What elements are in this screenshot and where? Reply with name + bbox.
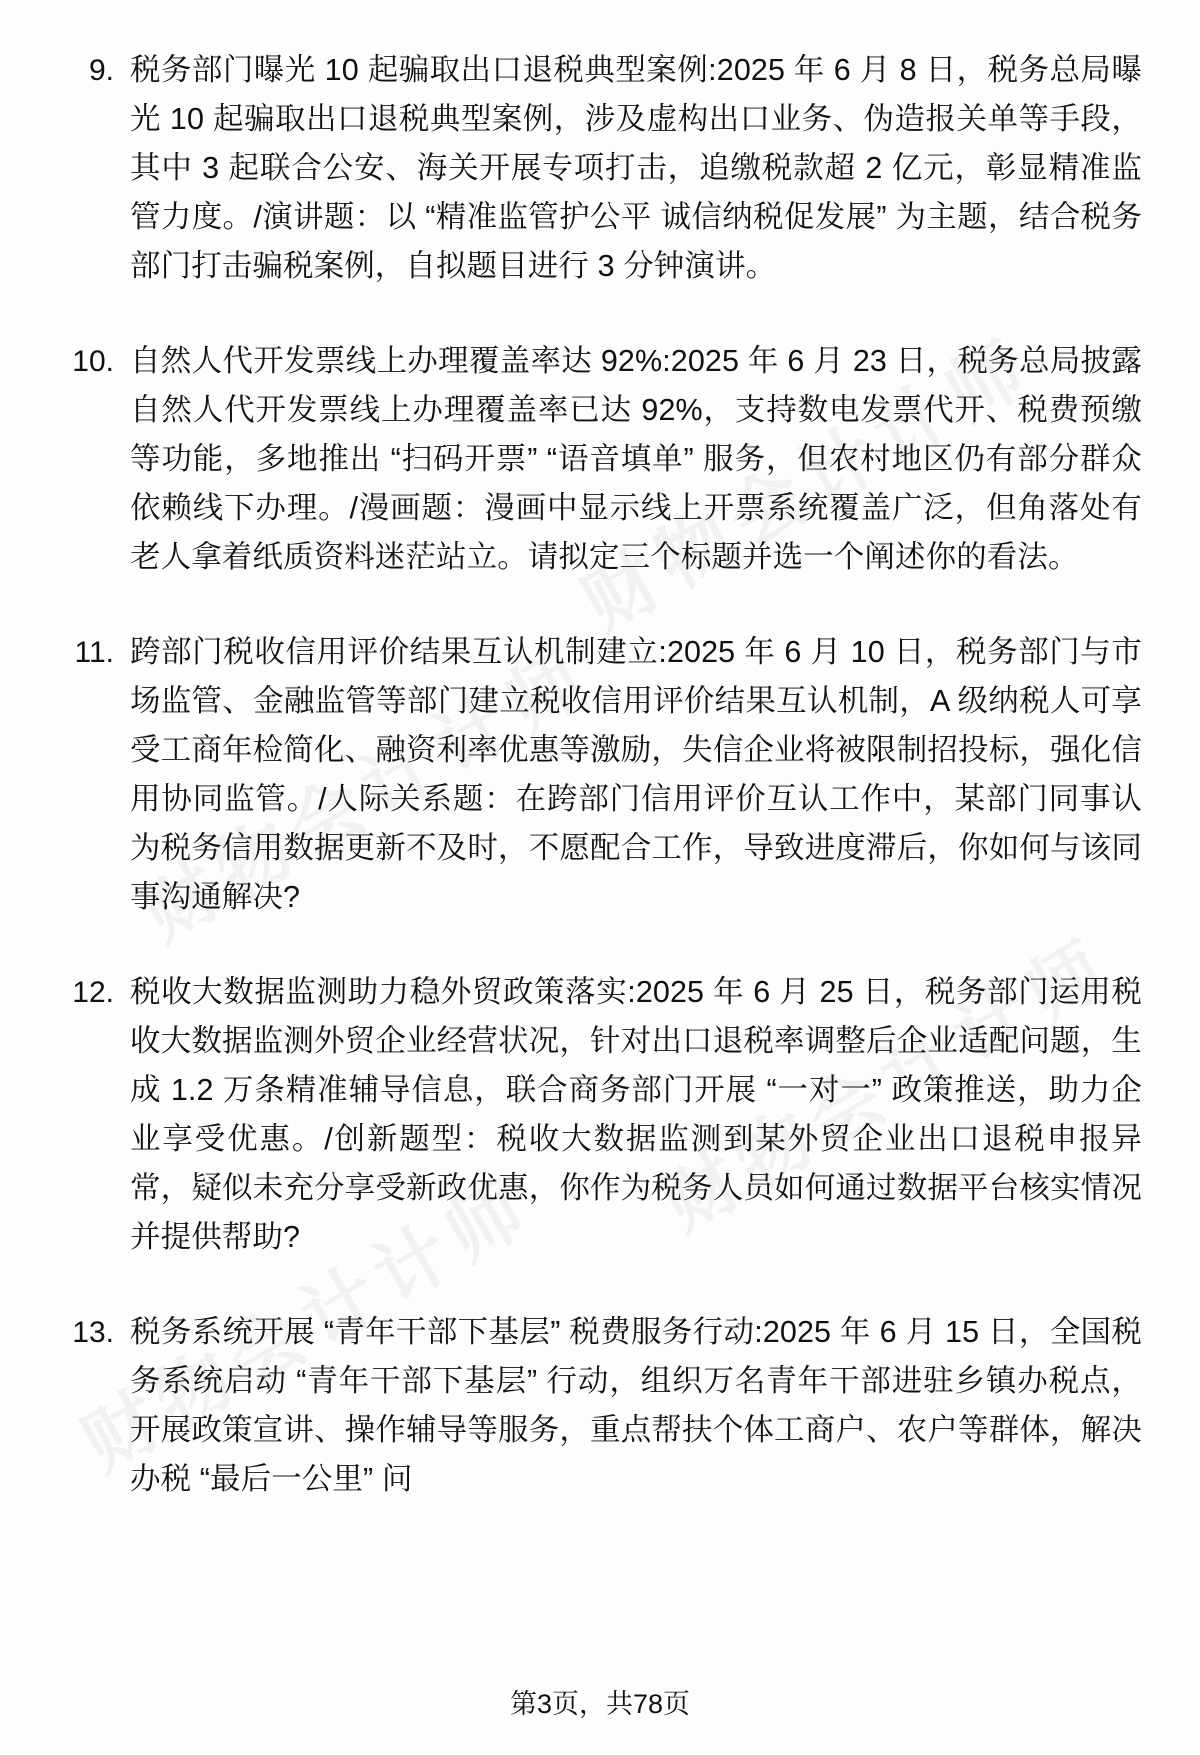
list-item-text: 税务部门曝光 10 起骗取出口退税典型案例:2025 年 6 月 8 日，税务总局曝光 10 起骗取出口退税典型案例，涉及虚构出口业务、伪造报关单等手段，其中 3 起联合公安、海关开展专项打击，追缴税款超 2 亿元，彰显精准监管力度。/演讲题：以 “精准监管护公平 诚信纳税促发展” 为主题，结合税务部门打击骗税案例，自拟题目进行 3 分钟演讲。 (130, 53, 1142, 283)
list-item (58, 46, 1142, 291)
list-item (58, 337, 1142, 582)
list-item-number: 12. (72, 976, 114, 1009)
list-item (58, 628, 1142, 922)
list-item-text: 税收大数据监测助力稳外贸政策落实:2025 年 6 月 25 日，税务部门运用税收大数据监测外贸企业经营状况，针对出口退税率调整后企业适配问题，生成 1.2 万条精准辅导信息，联合商务部门开展 “一对一” 政策推送，助力企业享受优惠。/创新题型：税收大数据监测到某外贸企业出口退税申报异常，疑似未充分享受新政优惠，你作为税务人员如何通过数据平台核实情况并提供帮助? (130, 975, 1142, 1254)
list-item-text: 税务系统开展 “青年干部下基层” 税费服务行动:2025 年 6 月 15 日，全国税务系统启动 “青年干部下基层” 行动，组织万名青年干部进驻乡镇办税点，开展政策宣讲、操作辅导等服务，重点帮扶个体工商户、农户等群体，解决办税 “最后一公里” 问 (130, 1315, 1142, 1496)
list-item-number: 10. (72, 345, 114, 378)
list-item-text: 跨部门税收信用评价结果互认机制建立:2025 年 6 月 10 日，税务部门与市场监管、金融监管等部门建立税收信用评价结果互认机制，A 级纳税人可享受工商年检简化、融资利率优惠等激励，失信企业将被限制招投标，强化信用协同监管。/人际关系题：在跨部门信用评价互认工作中，某部门同事认为税务信用数据更新不及时，不愿配合工作，导致进度滞后，你如何与该同事沟通解决? (130, 635, 1142, 914)
list-item-number: 9. (88, 54, 114, 87)
list-item (58, 968, 1142, 1262)
page-footer: 第3页，共78页 (509, 1689, 691, 1719)
list-item-number: 13. (72, 1316, 114, 1349)
list-item-text: 自然人代开发票线上办理覆盖率达 92%:2025 年 6 月 23 日，税务总局披露自然人代开发票线上办理覆盖率已达 92%，支持数电发票代开、税费预缴等功能，多地推出 “扫码开票” “语音填单” 服务，但农村地区仍有部分群众依赖线下办理。/漫画题：漫画中显示线上开票系统覆盖广泛，但角落处有老人拿着纸质资料迷茫站立。请拟定三个标题并选一个阐述你的看法。 (130, 344, 1142, 574)
list-item (58, 1308, 1142, 1504)
list-item-number: 11. (74, 636, 114, 669)
